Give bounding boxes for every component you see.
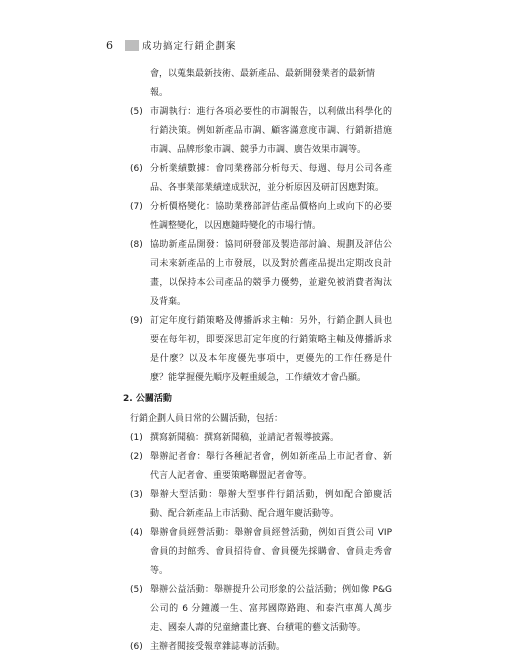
list-item	[130, 198, 392, 236]
item-number: (7)	[130, 202, 143, 212]
list-item	[130, 638, 392, 657]
item-text: 主辦者閱接受報章雜誌專訪活動。	[150, 642, 286, 652]
list-item	[130, 448, 392, 486]
item-number: (8)	[130, 240, 143, 250]
item-number: (9)	[130, 316, 143, 326]
item-number: (6)	[130, 164, 143, 174]
item-number: (3)	[130, 490, 143, 500]
list-item	[130, 103, 392, 160]
section-intro: 行銷企劃人員日常的公關活動，包括：	[130, 414, 284, 424]
item-text: 舉辦記者會：舉行各種記者會，例如新產品上市記者會、新代言人記者會、重要策略聯盟記者會等。	[150, 452, 392, 481]
item-number: (1)	[130, 433, 143, 443]
item-number: (4)	[130, 528, 143, 538]
page-body	[123, 65, 392, 657]
item-text: 舉辦會員經營活動：舉辦會員經營活動，例如百貨公司 VIP 會員的封館秀、會員招待會、會員優先採購會、會員走秀會等。	[150, 528, 392, 576]
item-text: 市調執行：進行各項必要性的市調報告，以利做出科學化的行銷決策。例如新產品市調、顧客滿意度市調、行銷新措施市調、品牌形象市調、競爭力市調、廣告效果市調等。	[150, 107, 392, 155]
item-number: (5)	[130, 585, 143, 595]
item-number: (6)	[130, 642, 143, 652]
list-item	[130, 486, 392, 524]
list-item	[130, 581, 392, 638]
list-item	[130, 236, 392, 312]
item-number: (2)	[130, 452, 143, 462]
item-text: 訂定年度行銷策略及傳播訴求主軸：另外，行銷企劃人員也要在每年初，即要深思訂定年度的行銷策略主軸及傳播訴求是什麼？以及本年度優先事項中，更優先的工作任務是什麼？能掌握優先順序及輕重緩急，工作績效才會凸顯。	[150, 316, 392, 383]
list-item	[130, 160, 392, 198]
item-text: 協助新產品開發：協同研發部及製造部討論、規劃及評估公司未來新產品的上市發展，以及對於舊產品提出定期改良計畫，以保持本公司產品的競爭力優勢，並避免被消費者淘汰及背棄。	[150, 240, 392, 307]
item-text: 分析價格變化：協助業務部評估產品價格向上或向下的必要性調整變化，以因應隨時變化的市場行情。	[150, 202, 392, 231]
continuation-text: 會，以蒐集最新技術、最新產品、最新開發業者的最新情報。	[150, 69, 376, 98]
item-text: 舉辦公益活動：舉辦提升公司形象的公益活動；例如像 P&G 公司的 6 分鐘護一生、富邦國際路跑、和泰汽車萬人萬步走、國泰人壽的兒童繪畫比賽、台積電的藝文活動等。	[150, 585, 392, 633]
item-text: 分析業績數據：會同業務部分析每天、每週、每月公司各產品、各事業部業績達成狀況，並分析原因及研訂因應對策。	[150, 164, 392, 193]
page-number: 6	[106, 38, 113, 52]
running-header	[106, 38, 237, 52]
section-heading: 2. 公關活動	[123, 394, 172, 404]
list-item	[130, 429, 392, 448]
running-title: 成功搞定行銷企劃案	[142, 41, 237, 52]
list-item	[130, 524, 392, 581]
header-mark-icon	[125, 40, 139, 51]
item-text: 舉辦大型活動：舉辦大型事件行銷活動，例如配合節慶活動、配合新產品上市活動、配合週年慶活動等。	[150, 490, 392, 519]
item-number: (5)	[130, 107, 143, 117]
item-text: 撰寫新聞稿：撰寫新聞稿，並請記者報導披露。	[150, 433, 340, 443]
list-item	[130, 312, 392, 388]
